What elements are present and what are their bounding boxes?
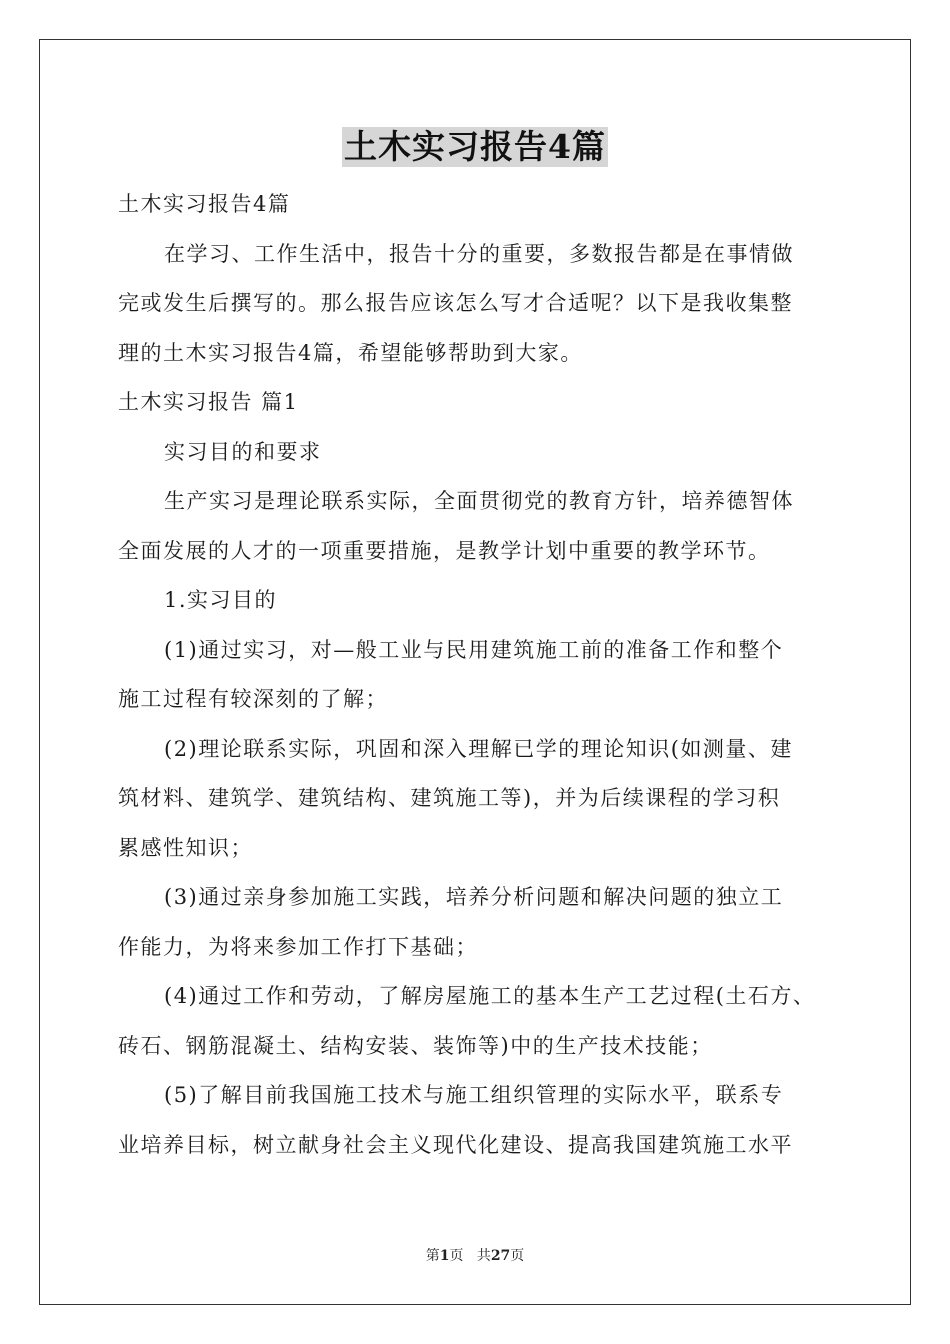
text-line: 理的土木实习报告4篇，希望能够帮助到大家。	[118, 340, 583, 365]
total-suffix: 页	[510, 1248, 525, 1264]
text-line: 累感性知识；	[118, 835, 253, 860]
text-line: 业培养目标，树立献身社会主义现代化建设、提高我国建筑施工水平	[118, 1132, 793, 1157]
text-line: 1.实习目的	[164, 588, 278, 612]
total-pages: 27	[490, 1248, 511, 1264]
title-container	[0, 127, 950, 167]
text-line: 完或发生后撰写的。那么报告应该怎么写才合适呢？以下是我收集整	[118, 291, 793, 315]
text-line: 实习目的和要求	[164, 439, 322, 464]
page-suffix: 页	[449, 1248, 464, 1264]
text-line: (5)了解目前我国施工技术与施工组织管理的实际水平，联系专	[164, 1083, 784, 1107]
text-line: (2)理论联系实际，巩固和深入理解已学的理论知识(如测量、建	[164, 736, 793, 761]
text-line: 土木实习报告4篇	[118, 192, 291, 216]
text-line: 生产实习是理论联系实际，全面贯彻党的教育方针，培养德智体	[164, 489, 794, 513]
text-line: 砖石、钢筋混凝土、结构安装、装饰等)中的生产技术技能；	[118, 1033, 713, 1058]
text-line: 土木实习报告 篇1	[118, 390, 299, 414]
text-line: (3)通过亲身参加施工实践，培养分析问题和解决问题的独立工	[164, 885, 784, 909]
text-line: 施工过程有较深刻的了解；	[118, 687, 388, 711]
page-footer	[0, 1246, 950, 1266]
document-body	[118, 180, 838, 1170]
text-line: 在学习、工作生活中，报告十分的重要，多数报告都是在事情做	[164, 241, 794, 266]
total-prefix: 共	[476, 1248, 491, 1264]
page-prefix: 第	[425, 1248, 440, 1264]
page-number: 1	[439, 1248, 450, 1264]
text-line: 作能力，为将来参加工作打下基础；	[118, 934, 478, 959]
document-title: 土木实习报告4篇	[344, 127, 606, 166]
text-line: (1)通过实习，对—般工业与民用建筑施工前的准备工作和整个	[164, 637, 784, 662]
text-line: 全面发展的人才的一项重要措施，是教学计划中重要的教学环节。	[118, 538, 771, 563]
text-line: 筑材料、建筑学、建筑结构、建筑施工等)，并为后续课程的学习积	[118, 786, 781, 810]
text-line: (4)通过工作和劳动，了解房屋施工的基本生产工艺过程(土石方、	[164, 984, 816, 1008]
